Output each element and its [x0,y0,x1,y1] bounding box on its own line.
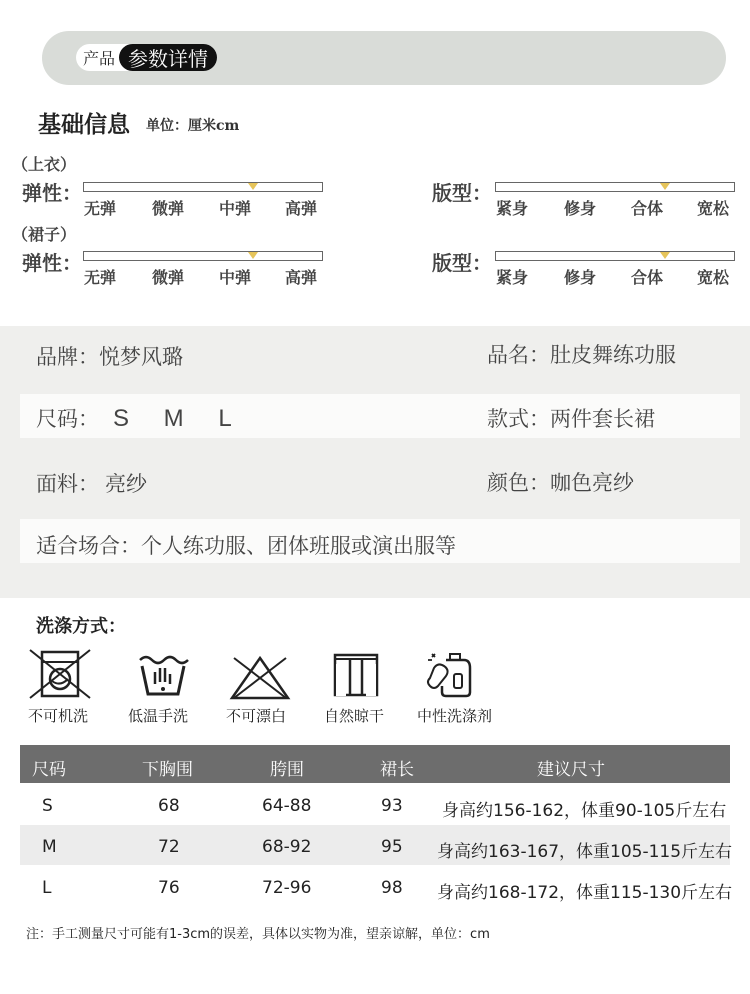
top-elastic-tick: 高弹 [285,199,318,218]
top-elastic-tick: 微弹 [152,199,185,218]
basic-info-unit: 单位：厘米cm [146,118,240,134]
size-table-header-cell: 下胸围 [142,760,193,780]
top-fit-tick: 紧身 [496,199,529,218]
occasion-label: 适合场合： [36,535,141,558]
style-value: 两件套长裙 [550,408,655,431]
top-group-label: （上衣） [12,155,77,174]
top-fit-marker [660,183,670,190]
washing-label: 低温手洗 [128,707,189,725]
size-cell: M [42,837,57,857]
top-elastic-label: 弹性： [22,181,82,205]
size-value: S M L [113,405,246,432]
header-tag-small: 产品 [83,49,116,68]
header-tag-title: 参数详情 [119,44,217,71]
washing-label: 不可漂白 [226,707,287,725]
top-elastic-marker [248,183,258,190]
skirt-elastic-label: 弹性： [22,251,82,275]
low-temp-hand-wash-icon [136,654,190,698]
style-label: 款式： [487,408,550,431]
size-cell: 身高约168-172，体重115-130斤左右 [437,883,733,903]
color-label: 颜色： [487,472,550,495]
skirt-elastic-tick: 微弹 [152,268,185,287]
skirt-fit-tick: 紧身 [496,268,529,287]
style-field [487,403,655,433]
basic-info-title: 基础信息 [38,111,130,138]
size-cell: 72 [158,837,180,857]
top-fit-scale [495,182,735,192]
top-elastic-tick: 中弹 [219,199,252,218]
brand-label: 品牌： [36,346,99,369]
measurement-note: 注：手工测量尺寸可能有1-3cm的误差，具体以实物为准，望亲谅解，单位：cm [26,927,490,942]
skirt-fit-scale [495,251,735,261]
washing-label: 不可机洗 [28,707,89,725]
size-cell: 68 [158,796,180,816]
skirt-elastic-tick: 无弹 [84,268,117,287]
size-cell: 身高约156-162，体重90-105斤左右 [442,801,727,821]
size-cell: S [42,796,53,816]
occasion-value: 个人练功服、团体班服或演出服等 [141,535,456,558]
skirt-fit-tick: 修身 [564,268,597,287]
skirt-group-label: （裙子） [12,225,77,244]
fabric-value: 亮纱 [105,473,147,496]
skirt-elastic-tick: 中弹 [219,268,252,287]
size-table-header-cell: 尺码 [32,760,66,780]
product-name-label: 品名： [487,344,550,367]
size-cell: 身高约163-167，体重105-115斤左右 [437,842,733,862]
washing-label: 自然晾干 [324,707,385,725]
size-table-header-cell: 胯围 [270,760,304,780]
size-cell: 72-96 [262,878,312,898]
header-tag [76,44,217,71]
top-elastic-scale [83,182,323,192]
fabric-label: 面料： [36,473,99,496]
fabric-field [36,468,147,498]
dry-in-shade-icon [332,652,380,698]
no-bleach-icon [228,654,292,702]
occasion-field [36,530,456,560]
size-label: 尺码： [36,408,99,431]
skirt-fit-tick: 合体 [631,268,664,287]
top-elastic-tick: 无弹 [84,199,117,218]
brand-value: 悦梦风璐 [99,346,183,369]
neutral-detergent-icon [424,648,476,700]
top-fit-tick: 合体 [631,199,664,218]
size-cell: 64-88 [262,796,312,816]
no-machine-wash-icon [28,648,92,700]
size-cell: 76 [158,878,180,898]
product-name-value: 肚皮舞练功服 [550,344,676,367]
skirt-fit-label: 版型： [432,251,492,275]
washing-title: 洗涤方式： [36,616,126,637]
size-field [36,403,246,433]
brand-field [36,341,183,371]
color-field [487,467,634,497]
size-table-header-cell: 建议尺寸 [537,760,605,780]
washing-label: 中性洗涤剂 [417,707,493,725]
size-cell: 95 [381,837,403,857]
size-cell: 98 [381,878,403,898]
color-value: 咖色亮纱 [550,472,634,495]
top-fit-label: 版型： [432,181,492,205]
skirt-elastic-scale [83,251,323,261]
top-fit-tick: 宽松 [697,199,730,218]
size-cell: 68-92 [262,837,312,857]
size-cell: 93 [381,796,403,816]
size-table-header-cell: 裙长 [380,760,414,780]
top-fit-tick: 修身 [564,199,597,218]
skirt-fit-tick: 宽松 [697,268,730,287]
skirt-elastic-tick: 高弹 [285,268,318,287]
skirt-fit-marker [660,252,670,259]
size-table-header [20,745,730,783]
skirt-elastic-marker [248,252,258,259]
size-cell: L [42,878,52,898]
product-name-field [487,339,676,369]
